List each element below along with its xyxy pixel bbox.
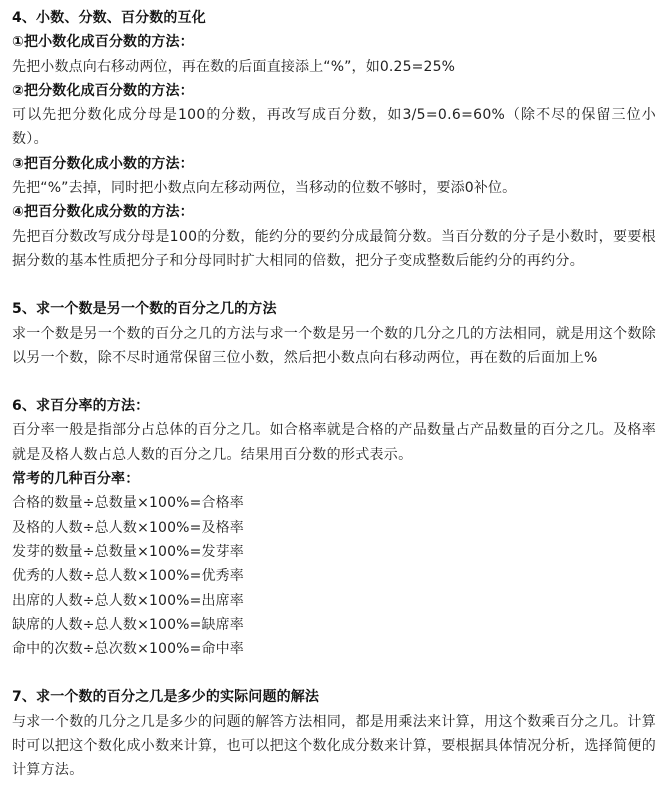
formula-item: 发芽的数量÷总数量×100%=发芽率 <box>12 543 244 560</box>
section-7-text: 与求一个数的几分之几是多少的问题的解答方法相同，都是用乘法来计算，用这个数乘百分之几。计算时可以把这个数化成小数来计算，也可以把这个数化成分数来计算，要根据具体情况分析，选择简便的计算方法。 <box>12 713 656 779</box>
section-5-heading: 5、求一个数是另一个数的百分之几的方法 <box>12 301 277 318</box>
method-1-text: 先把小数点向右移动两位，再在数的后面直接添上“%”，如0.25=25% <box>12 58 456 75</box>
formula-item: 缺席的人数÷总人数×100%=缺席率 <box>12 616 244 633</box>
formula-item: 合格的数量÷总数量×100%=合格率 <box>12 495 244 512</box>
method-4-heading: ④把百分数化成分数的方法： <box>12 204 194 221</box>
method-1-heading: ①把小数化成百分数的方法： <box>12 34 194 51</box>
section-7-heading: 7、求一个数的百分之几是多少的实际问题的解法 <box>12 689 320 706</box>
section-spacer <box>12 273 656 297</box>
section-5-text: 求一个数是另一个数的百分之几的方法与求一个数是另一个数的几分之几的方法相同，就是用这个数除以另一个数，除不尽时通常保留三位小数，然后把小数点向右移动两位，再在数的后面加上% <box>12 325 656 366</box>
section-4-heading: 4、小数、分数、百分数的互化 <box>12 10 206 26</box>
formula-item: 命中的次数÷总次数×100%=命中率 <box>12 641 244 658</box>
method-3-heading: ③把百分数化成小数的方法： <box>12 155 194 172</box>
section-spacer <box>12 370 656 394</box>
section-6-text: 百分率一般是指部分占总体的百分之几。如合格率就是合格的产品数量占产品数量的百分之几。及格率就是及格人数占总人数的百分之几。结果用百分数的形式表示。 <box>12 422 656 463</box>
method-2-heading: ②把分数化成百分数的方法： <box>12 82 194 99</box>
formula-item: 优秀的人数÷总人数×100%=优秀率 <box>12 568 244 585</box>
method-2-text: 可以先把分数化成分母是100的分数，再改写成百分数，如3/5=0.6=60%（除不尽的保留三位小数）。 <box>12 107 656 148</box>
common-rates-heading: 常考的几种百分率： <box>12 471 140 488</box>
formula-item: 及格的人数÷总人数×100%=及格率 <box>12 519 244 536</box>
section-6-heading: 6、求百分率的方法： <box>12 398 150 415</box>
section-spacer <box>12 661 656 685</box>
method-4-text: 先把百分数改写成分母是100的分数，能约分的要约分成最简分数。当百分数的分子是小数时，要要根据分数的基本性质把分子和分母同时扩大相同的倍数，把分子变成整数后能约分的再约分。 <box>12 228 656 269</box>
method-3-text: 先把“%”去掉，同时把小数点向左移动两位，当移动的位数不够时，要添0补位。 <box>12 180 517 197</box>
formula-item: 出席的人数÷总人数×100%=出席率 <box>12 592 244 609</box>
